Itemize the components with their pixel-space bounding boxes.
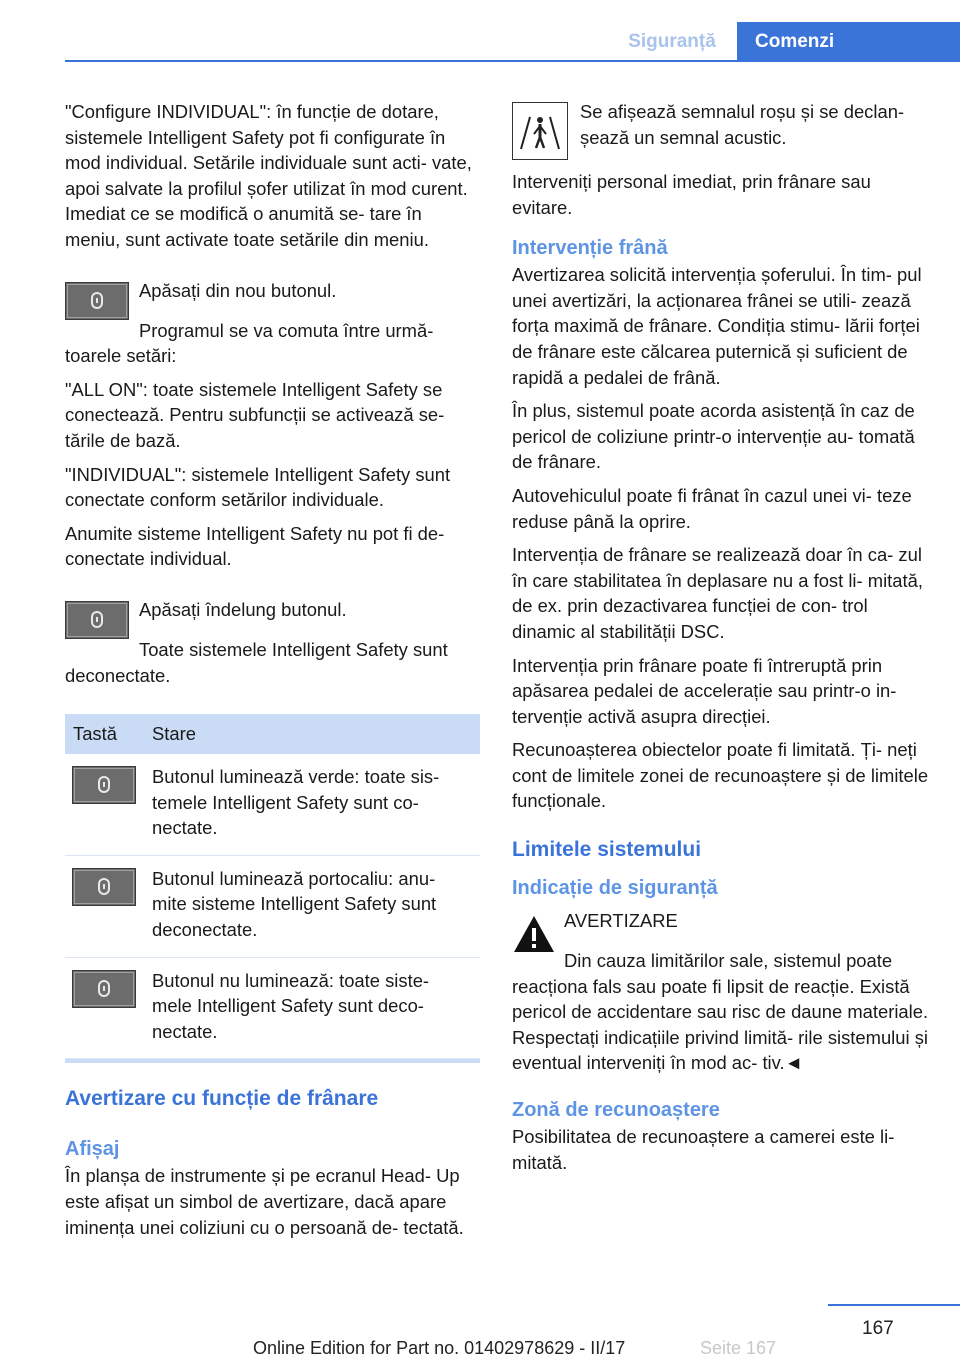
cycle-text: Programul se va comuta între urmă‐ toarele setări: — [65, 319, 434, 367]
section-tab: Siguranță — [628, 31, 716, 52]
warning-block — [512, 908, 932, 948]
press-long-block — [65, 597, 480, 637]
spacer — [512, 1084, 932, 1096]
press-long-text: Apăsați îndelung butonul. — [139, 598, 347, 620]
button-orange-icon — [72, 868, 136, 906]
table-cell-state: Butonul luminează portocaliu: anu‐ mite sisteme Intelligent Safety sunt deconectate. — [144, 855, 480, 957]
some-cannot-text: Anumite sisteme Intelligent Safety nu pot fi de‐ conectate individual. — [65, 522, 445, 570]
pedestrian-warning-icon — [512, 102, 568, 160]
header-rule — [65, 60, 960, 62]
brake-text-3: Autovehiculul poate fi frânat în cazul unei vi‐ teze reduse până la oprire. — [512, 484, 912, 532]
edition-footer: Online Edition for Part no. 01402978629 - II/17 — [253, 1338, 626, 1358]
page-number: 167 — [862, 1318, 894, 1339]
intelligent-safety-button-icon — [65, 601, 129, 639]
red-signal-text: Se afișează semnalul roșu și se declan‐ șează un semnal acustic. — [580, 101, 905, 148]
footer-rule — [828, 1304, 960, 1306]
spacer — [65, 1063, 480, 1085]
brake-text-6: Recunoașterea obiectelor poate fi limitată. Ți‐ neți cont de limitele zonei de recunoaștere și de limitele funcționale. — [512, 739, 929, 812]
intro-paragraph: "Configure INDIVIDUAL": în funcție de dotare, sistemele Intelligent Safety pot fi configurate în mod individual. Setările individuale sunt acti‐ vate, apoi salvate la profilul șofer utilizat în mod curent. Imediat ce se modifică o anumită se‐ tare în meniu, sunt activate toate setările din meniu. — [65, 101, 472, 250]
left-column — [65, 99, 480, 1248]
spacer — [65, 1113, 480, 1135]
table-row — [65, 855, 480, 957]
spacer — [512, 822, 932, 836]
table-header-state: Stare — [144, 714, 480, 754]
table-header-key: Tastă — [65, 714, 144, 754]
zone-text: Posibilitatea de recunoaștere a camerei este li‐ mitată. — [512, 1126, 895, 1173]
brake-text-5: Intervenția prin frânare poate fi întreruptă prin apăsarea pedalei de accelerație sau printr-o in‐ tervenție activă asupra direcției. — [512, 654, 897, 727]
warning-text: Din cauza limitărilor sale, sistemul poate reacționa fals sau poate fi lipsit de reacție. Există pericol de accidentare sau risc de daune materiale. Respectați indicațiile privind limită‐ rile sistemului și eventual interveniți în mod ac‐ tiv.◄ — [512, 950, 929, 1074]
spacer — [65, 696, 480, 710]
table-row — [65, 957, 480, 1059]
table-cell-state: Butonul nu luminează: toate siste‐ mele Intelligent Safety sunt deco‐ nectate. — [144, 957, 480, 1059]
spacer — [65, 261, 480, 278]
button-state-table — [65, 714, 480, 1059]
section-heading-warning: Avertizare cu funcție de frânare — [65, 1087, 379, 1111]
press-again-block — [65, 278, 480, 318]
spacer — [512, 864, 932, 874]
section-heading-limits: Limitele sistemului — [512, 838, 702, 862]
subheading-zone: Zonă de recunoaștere — [512, 1099, 720, 1122]
button-green-icon — [72, 766, 136, 804]
red-signal-block — [512, 99, 932, 163]
brake-text-1: Avertizarea solicită intervenția șoferului. În tim‐ pul unei avertizări, la acționarea frânei se utili‐ zează forța maximă de frânare. Condiția stimu‐ lării forței de frânare este călcarea puternică și suficient de rapidă a pedalei de frână. — [512, 264, 922, 388]
right-column — [512, 99, 932, 1183]
intelligent-safety-button-icon — [65, 282, 129, 320]
press-again-text: Apăsați din nou butonul. — [139, 279, 337, 301]
brake-text-4: Intervenția de frânare se realizează doar în ca‐ zul în care stabilitatea în deplasare nu a fost li‐ mitată, de ex. prin dezactivarea funcției de con‐ trol dinamic al stabilității DSC. — [512, 544, 923, 642]
table-row — [65, 754, 480, 855]
all-off-text: Toate sistemele Intelligent Safety sunt deconectate. — [65, 638, 448, 686]
brake-text-2: În plus, sistemul poate acorda asistență în caz de pericol de coliziune printr-o intervenție au‐ tomată de frânare. — [512, 400, 915, 473]
display-text: În planșa de instrumente și pe ecranul Head- Up este afișat un simbol de avertizare, dacă apare iminența unei coliziuni cu o persoană de‐ tectată. — [65, 1165, 464, 1238]
warning-label: AVERTIZARE — [564, 910, 678, 932]
button-off-icon — [72, 970, 136, 1008]
watermark-text: Seite 167 — [700, 1338, 777, 1358]
all-on-text: "ALL ON": toate sistemele Intelligent Safety se conectează. Pentru subfuncții se activează se‐ tările de bază. — [65, 378, 445, 451]
table-cell-state: Butonul luminează verde: toate sis‐ temele Intelligent Safety sunt co‐ nectate. — [144, 754, 480, 855]
page-header — [0, 0, 960, 62]
spacer — [65, 580, 480, 597]
intervene-text: Interveniți personal imediat, prin frânare sau evitare. — [512, 171, 871, 218]
subheading-safety: Indicație de siguranță — [512, 877, 718, 900]
subheading-brake: Intervenție frână — [512, 237, 668, 260]
chapter-tab: Comenzi — [737, 22, 960, 62]
subheading-display: Afișaj — [65, 1138, 120, 1161]
individual-text: "INDIVIDUAL": sistemele Intelligent Safety sunt conectate conform setărilor individuale. — [65, 463, 451, 511]
warning-triangle-icon — [512, 914, 556, 954]
table-header-row — [65, 714, 480, 754]
